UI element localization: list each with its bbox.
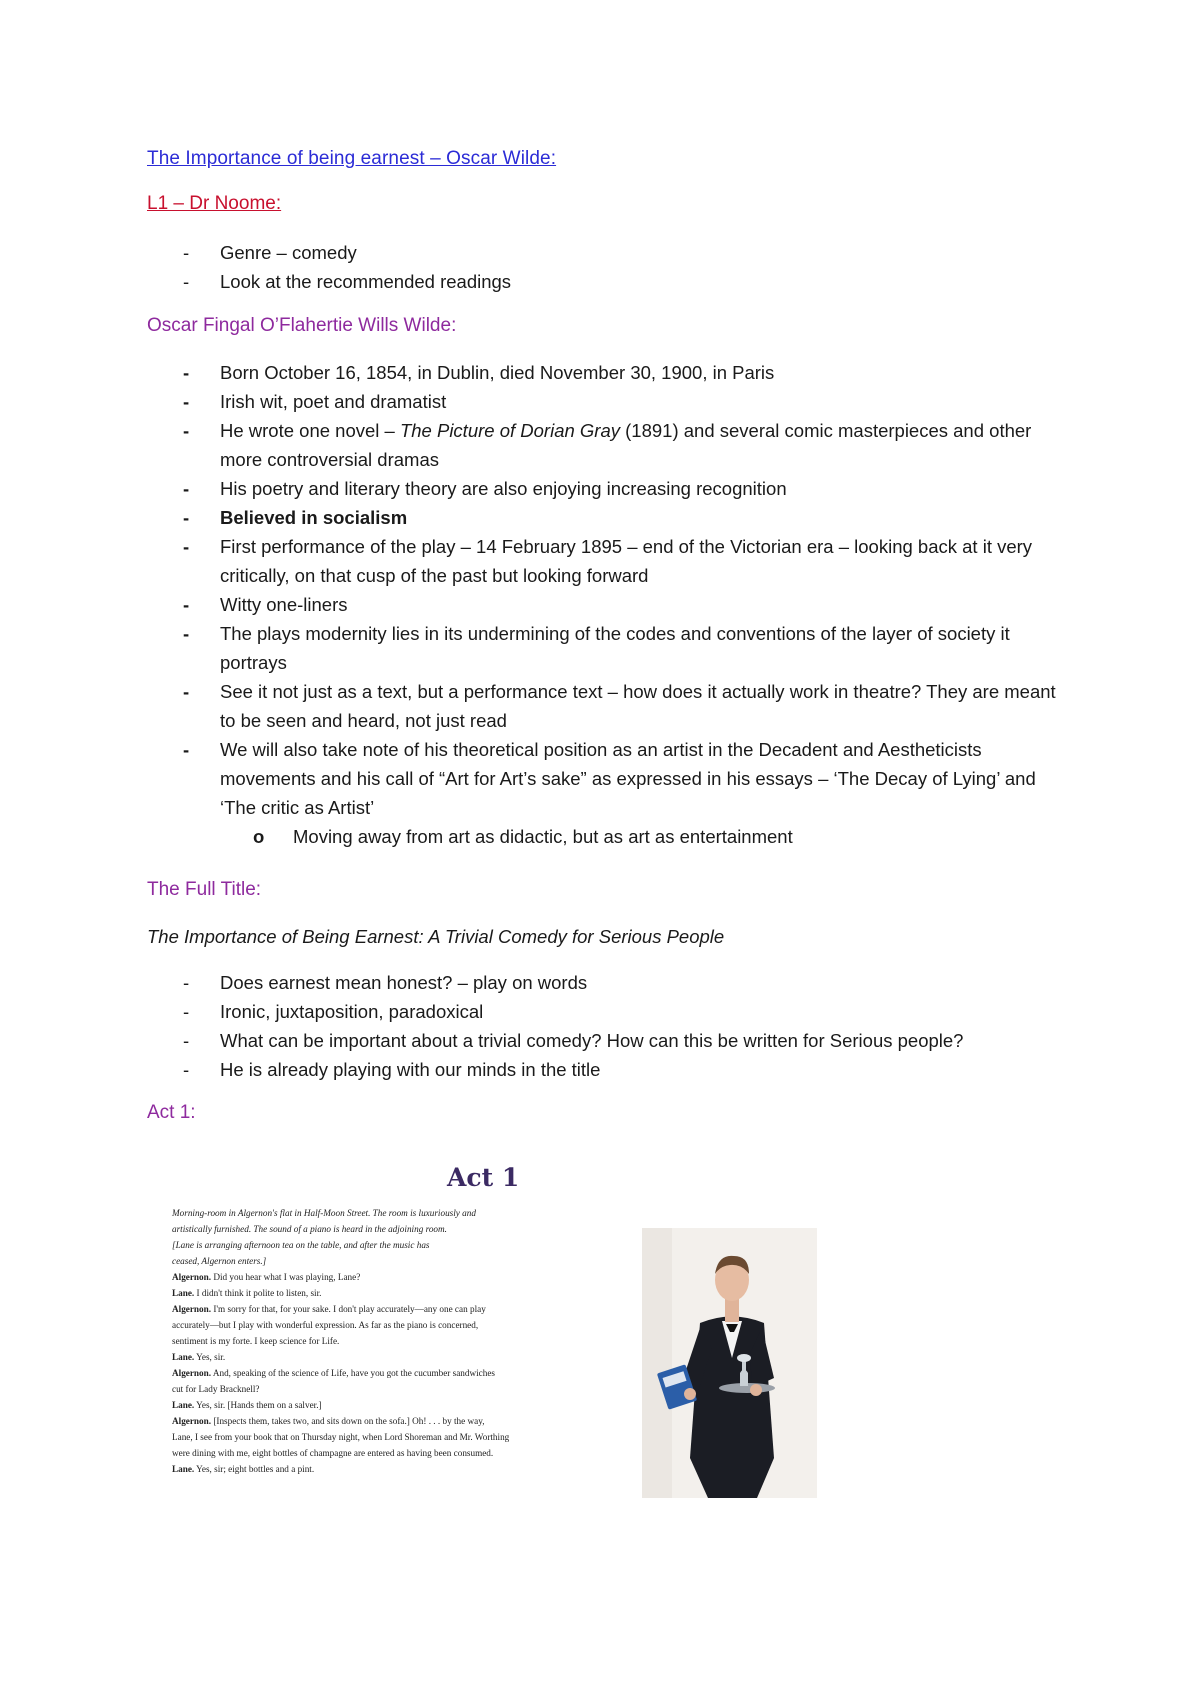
list-item: - What can be important about a trivial comedy? How can this be written for Serious people? [147,1026,1067,1055]
dialogue-text: Yes, sir. [Hands them on a salver.] [194,1400,322,1410]
dash-bullet: - [183,507,190,528]
script-line [172,1445,612,1461]
novel-title: The Picture of Dorian Gray [399,420,620,441]
dialogue-text: cut for Lady Bracknell? [172,1384,260,1394]
list-item: - The plays modernity lies in its undermining of the codes and conventions of the layer of society it portrays [147,619,1067,677]
script-line [172,1429,612,1445]
list-item: - He wrote one novel – The Picture of Dorian Gray (1891) and several comic masterpieces and other more controversial dramas [147,416,1067,474]
dash-bullet: - [183,1059,190,1080]
dash-bullet: - [183,681,190,702]
dash-bullet: - [183,391,190,412]
sub-list-item: o Moving away from art as didactic, but as art as entertainment [147,822,1067,851]
list-item: - We will also take note of his theoretical position as an artist in the Decadent and Aestheticists movements and his call of “Art for Art’s sake” as expressed in his essays – ‘The Decay of Lying’ and ‘The critic as Artist’ [147,735,1067,822]
circle-bullet: o [253,826,265,847]
dialogue-text: sentiment is my forte. I keep science for Life. [172,1336,340,1346]
figure-heading: Act 1 [447,1163,520,1192]
dialogue-text: I'm sorry for that, for your sake. I don't play accurately—any one can play [211,1304,486,1314]
list-item: - Born October 16, 1854, in Dublin, died November 30, 1900, in Paris [147,358,1067,387]
act-one-figure [172,1163,822,1508]
dialogue-text: I didn't think it polite to listen, sir. [194,1288,322,1298]
dash-bullet: - [183,478,190,499]
dialogue-text: Yes, sir; eight bottles and a pint. [194,1464,315,1474]
list-item: - Look at the recommended readings [147,267,511,296]
script-line [172,1205,612,1221]
list-item: - First performance of the play – 14 February 1895 – end of the Victorian era – looking back at it very critically, on that cusp of the past but looking forward [147,532,1067,590]
script-line [172,1285,612,1301]
full-title-list [147,968,1067,1084]
full-title-heading: The Full Title: [147,879,262,900]
wilde-heading: Oscar Fingal O’Flahertie Wills Wilde: [147,315,457,336]
dash-bullet: - [183,1001,190,1022]
speaker-name: Algernon. [172,1416,212,1426]
dash-bullet: - [183,623,190,644]
speaker-name: Algernon. [172,1368,212,1378]
speaker-name: Algernon. [172,1304,212,1314]
stage-direction: [Lane is arranging afternoon tea on the table, and after the music has [172,1240,430,1250]
dash-bullet: - [183,739,190,760]
list-item: - He is already playing with our minds in the title [147,1055,1067,1084]
dialogue-text: Lane, I see from your book that on Thursday night, when Lord Shoreman and Mr. Worthing [172,1432,510,1442]
script-line [172,1413,612,1429]
speaker-name: Lane. [172,1400,195,1410]
dialogue-text: [Inspects them, takes two, and sits down on the sofa.] Oh! . . . by the way, [211,1416,485,1426]
dialogue-text: accurately—but I play with wonderful expression. As far as the piano is concerned, [172,1320,479,1330]
script-line [172,1317,612,1333]
list-item: - His poetry and literary theory are also enjoying increasing recognition [147,474,1067,503]
document-title: The Importance of being earnest – Oscar Wilde: [147,148,557,169]
dialogue-text: Yes, sir. [194,1352,226,1362]
lecture-heading: L1 – Dr Noome: [147,193,282,214]
script-line [172,1221,612,1237]
dash-bullet: - [183,594,190,615]
wilde-list [147,358,1067,851]
speaker-name: Lane. [172,1288,195,1298]
full-title-text: The Importance of Being Earnest: A Trivial Comedy for Serious People [147,926,725,947]
list-item: - See it not just as a text, but a performance text – how does it actually work in theatre? They are meant to be seen and heard, not just read [147,677,1067,735]
dash-bullet: - [183,972,190,993]
script-line [172,1301,612,1317]
script-line [172,1237,612,1253]
script-excerpt [172,1205,612,1477]
lecture-list [147,238,511,296]
stage-direction: artistically furnished. The sound of a piano is heard in the adjoining room. [172,1224,447,1234]
stage-direction: ceased, Algernon enters.] [172,1256,267,1266]
list-item: - Witty one-liners [147,590,1067,619]
dash-bullet: - [183,362,190,383]
script-line [172,1365,612,1381]
list-item: - Irish wit, poet and dramatist [147,387,1067,416]
list-item: - Does earnest mean honest? – play on words [147,968,1067,997]
actor-photo-illustration [642,1228,817,1498]
list-item: - Believed in socialism [147,503,1067,532]
dash-bullet: - [183,271,190,292]
script-line [172,1253,612,1269]
speaker-name: Lane. [172,1464,195,1474]
speaker-name: Lane. [172,1352,195,1362]
speaker-name: Algernon. [172,1272,212,1282]
script-line [172,1397,612,1413]
script-line [172,1269,612,1285]
dash-bullet: - [183,536,190,557]
script-line [172,1461,612,1477]
act-heading: Act 1: [147,1102,196,1123]
script-line [172,1349,612,1365]
dialogue-text: And, speaking of the science of Life, have you got the cucumber sandwiches [211,1368,496,1378]
stage-direction: Morning-room in Algernon's flat in Half-Moon Street. The room is luxuriously and [172,1208,476,1218]
list-item: - Ironic, juxtaposition, paradoxical [147,997,1067,1026]
script-line [172,1381,612,1397]
script-line [172,1333,612,1349]
dialogue-text: Did you hear what I was playing, Lane? [211,1272,361,1282]
dialogue-text: were dining with me, eight bottles of champagne are entered as having been consumed. [172,1448,494,1458]
dash-bullet: - [183,420,190,441]
list-item: - Genre – comedy [147,238,511,267]
dash-bullet: - [183,1030,190,1051]
dash-bullet: - [183,242,190,263]
actor-photo [642,1228,817,1498]
